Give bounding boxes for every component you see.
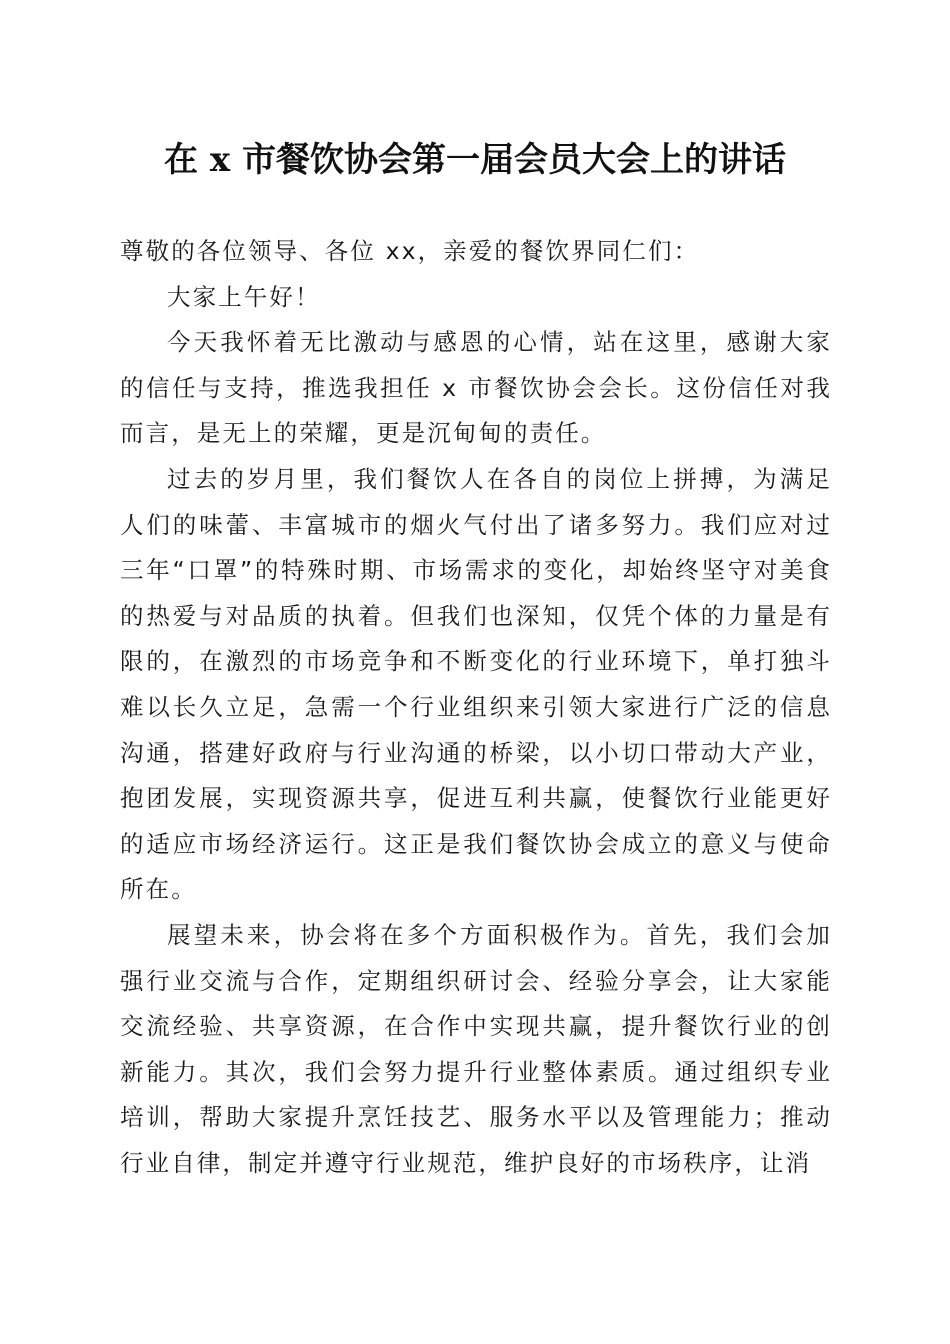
paragraph-gratitude: 今天我怀着无比激动与感恩的心情，站在这里，感谢大家的信任与支持，推选我担任 x 市餐饮协会会长。这份信任对我而言，是无上的荣耀，更是沉甸甸的责任。 — [120, 328, 832, 448]
paragraph-outlook: 展望未来，协会将在多个方面积极作为。首先，我们会加强行业交流与合作，定期组织研讨会、经验分享会，让大家能交流经验、共享资源，在合作中实现共赢，提升餐饮行业的创新能力。其次，我们会努力提升行业整体素质。通过组织专业培训，帮助大家提升烹饪技艺、服务水平以及管理能力；推动行业自律，制定并遵守行业规范，维护良好的市场秩序，让消 — [120, 920, 832, 1177]
salutation: 尊敬的各位领导、各位 xx，亲爱的餐饮界同仁们： — [120, 237, 700, 265]
paragraph-greeting: 大家上午好！ — [167, 282, 321, 311]
paragraph-background: 过去的岁月里，我们餐饮人在各自的岗位上拼搏，为满足人们的味蕾、丰富城市的烟火气付出了诸多努力。我们应对过三年“口罩”的特殊时期、市场需求的变化，却始终坚守对美食的热爱与对品质的执着。但我们也深知，仅凭个体的力量是有限的，在激烈的市场竞争和不断变化的行业环境下，单打独斗难以长久立足，急需一个行业组织来引领大家进行广泛的信息沟通，搭建好政府与行业沟通的桥梁，以小切口带动大产业，抱团发展，实现资源共享，促进互利共赢，使餐饮行业能更好的适应市场经济运行。这正是我们餐饮协会成立的意义与使命所在。 — [120, 464, 832, 904]
document-body — [120, 229, 832, 1186]
document-title: 在 x 市餐饮协会第一届会员大会上的讲话 — [164, 140, 786, 180]
